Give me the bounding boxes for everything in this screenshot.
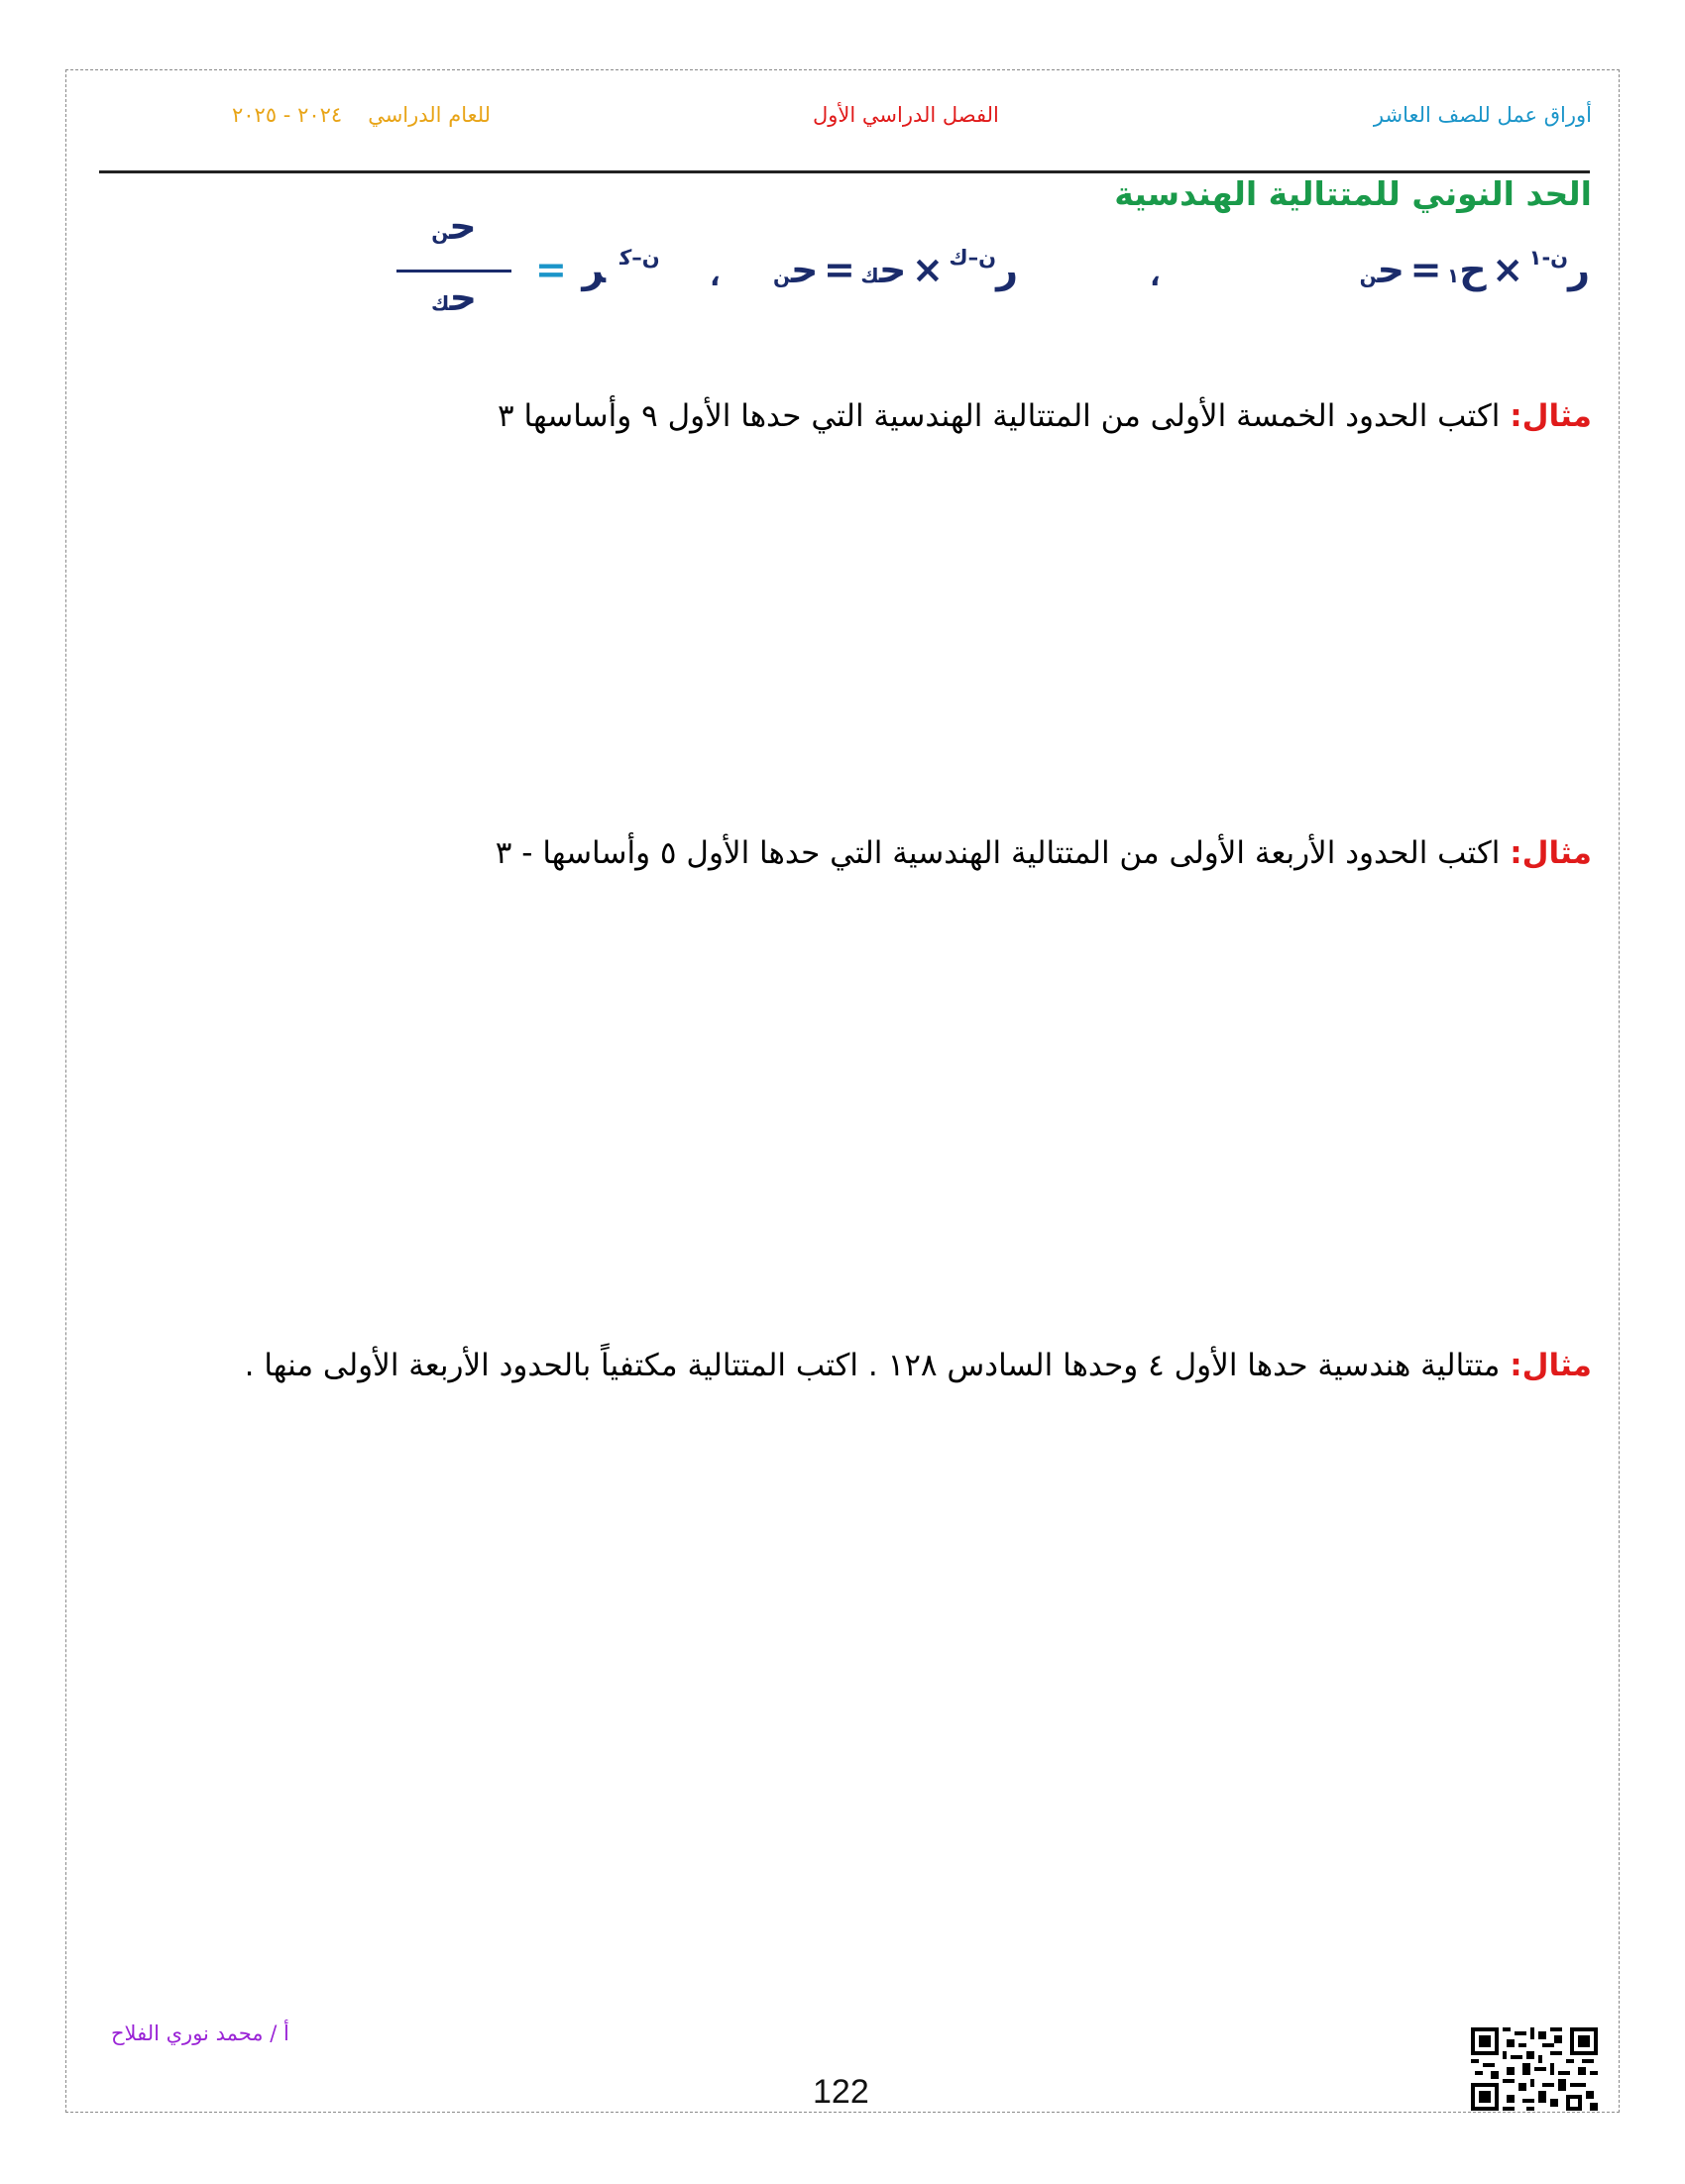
fraction-numerator — [396, 204, 511, 248]
header-worksheet-title: أوراق عمل للصف العاشر — [1373, 103, 1592, 127]
formula1-sub-n: ن — [1359, 264, 1378, 287]
formula1-h1: ح — [1459, 248, 1487, 291]
example-3 — [245, 1348, 1592, 1383]
formula2-hk: ح — [879, 248, 907, 291]
formula2-sub-n: ن — [773, 264, 791, 287]
formula1-times: × — [1492, 248, 1524, 291]
formula3-exponent: ن–ك — [619, 246, 660, 270]
formula-nth-term — [1360, 248, 1590, 291]
example-1-text: اكتب الحدود الخمسة الأولى من المتتالية الهندسية التي حدها الأول ٩ وأساسها ٣ — [498, 398, 1501, 434]
example-2-label: مثال: — [1510, 835, 1592, 871]
fraction-den-h: ح — [449, 275, 477, 319]
formula-separator-1: ، — [1150, 260, 1161, 292]
header-year-label: للعام الدراسي — [368, 103, 492, 127]
section-title: الحد النوني للمتتالية الهندسية — [1114, 174, 1592, 213]
header-academic-year — [232, 103, 491, 127]
fraction-num-sub: ن — [431, 220, 450, 244]
author-name: أ / محمد نوري الفلاح — [111, 2021, 289, 2045]
formula1-hn: ح — [1377, 248, 1405, 291]
formula1-exponent: ن-١ — [1528, 246, 1569, 270]
formula-ratio-power — [535, 248, 660, 291]
formula2-r: ر — [996, 248, 1018, 291]
formula2-equals: = — [823, 248, 855, 291]
page-border — [65, 69, 1620, 2113]
formula1-sub-1: ١ — [1447, 264, 1460, 287]
formula1-equals: = — [1409, 248, 1442, 291]
example-2 — [496, 835, 1592, 871]
formula2-sub-k: ك — [860, 264, 880, 287]
fraction-den-sub: ك — [430, 291, 450, 315]
formula-fraction — [396, 204, 511, 327]
formula2-hn: ح — [791, 248, 819, 291]
qr-code-icon — [1471, 2027, 1598, 2111]
page-number: 122 — [813, 2073, 869, 2111]
formula3-r: ر — [582, 248, 607, 291]
formula-separator-2: ، — [710, 260, 721, 292]
example-3-label: مثال: — [1510, 1348, 1592, 1383]
fraction-bar — [396, 270, 511, 273]
header-year-value: ٢٠٢٤ - ٢٠٢٥ — [232, 103, 343, 127]
formula3-equals: = — [535, 248, 567, 291]
formula2-exponent: ن–ك — [949, 246, 997, 270]
fraction-num-h: ح — [449, 204, 477, 248]
example-1 — [498, 398, 1592, 434]
header-semester: الفصل الدراسي الأول — [813, 103, 999, 127]
example-2-text: اكتب الحدود الأربعة الأولى من المتتالية الهندسية التي حدها الأول ٥ وأساسها - ٣ — [495, 835, 1501, 871]
fraction-denominator — [396, 275, 511, 319]
formula1-r: ر — [1568, 248, 1590, 291]
formula-nth-term-from-k — [773, 248, 1018, 291]
example-3-text: متتالية هندسية حدها الأول ٤ وحدها السادس ١٢٨ . اكتب المتتالية مكتفياً بالحدود الأربعة الأولى منها . — [244, 1348, 1501, 1383]
example-1-label: مثال: — [1510, 398, 1592, 434]
formula2-times: × — [911, 248, 944, 291]
header-rule — [99, 170, 1590, 173]
